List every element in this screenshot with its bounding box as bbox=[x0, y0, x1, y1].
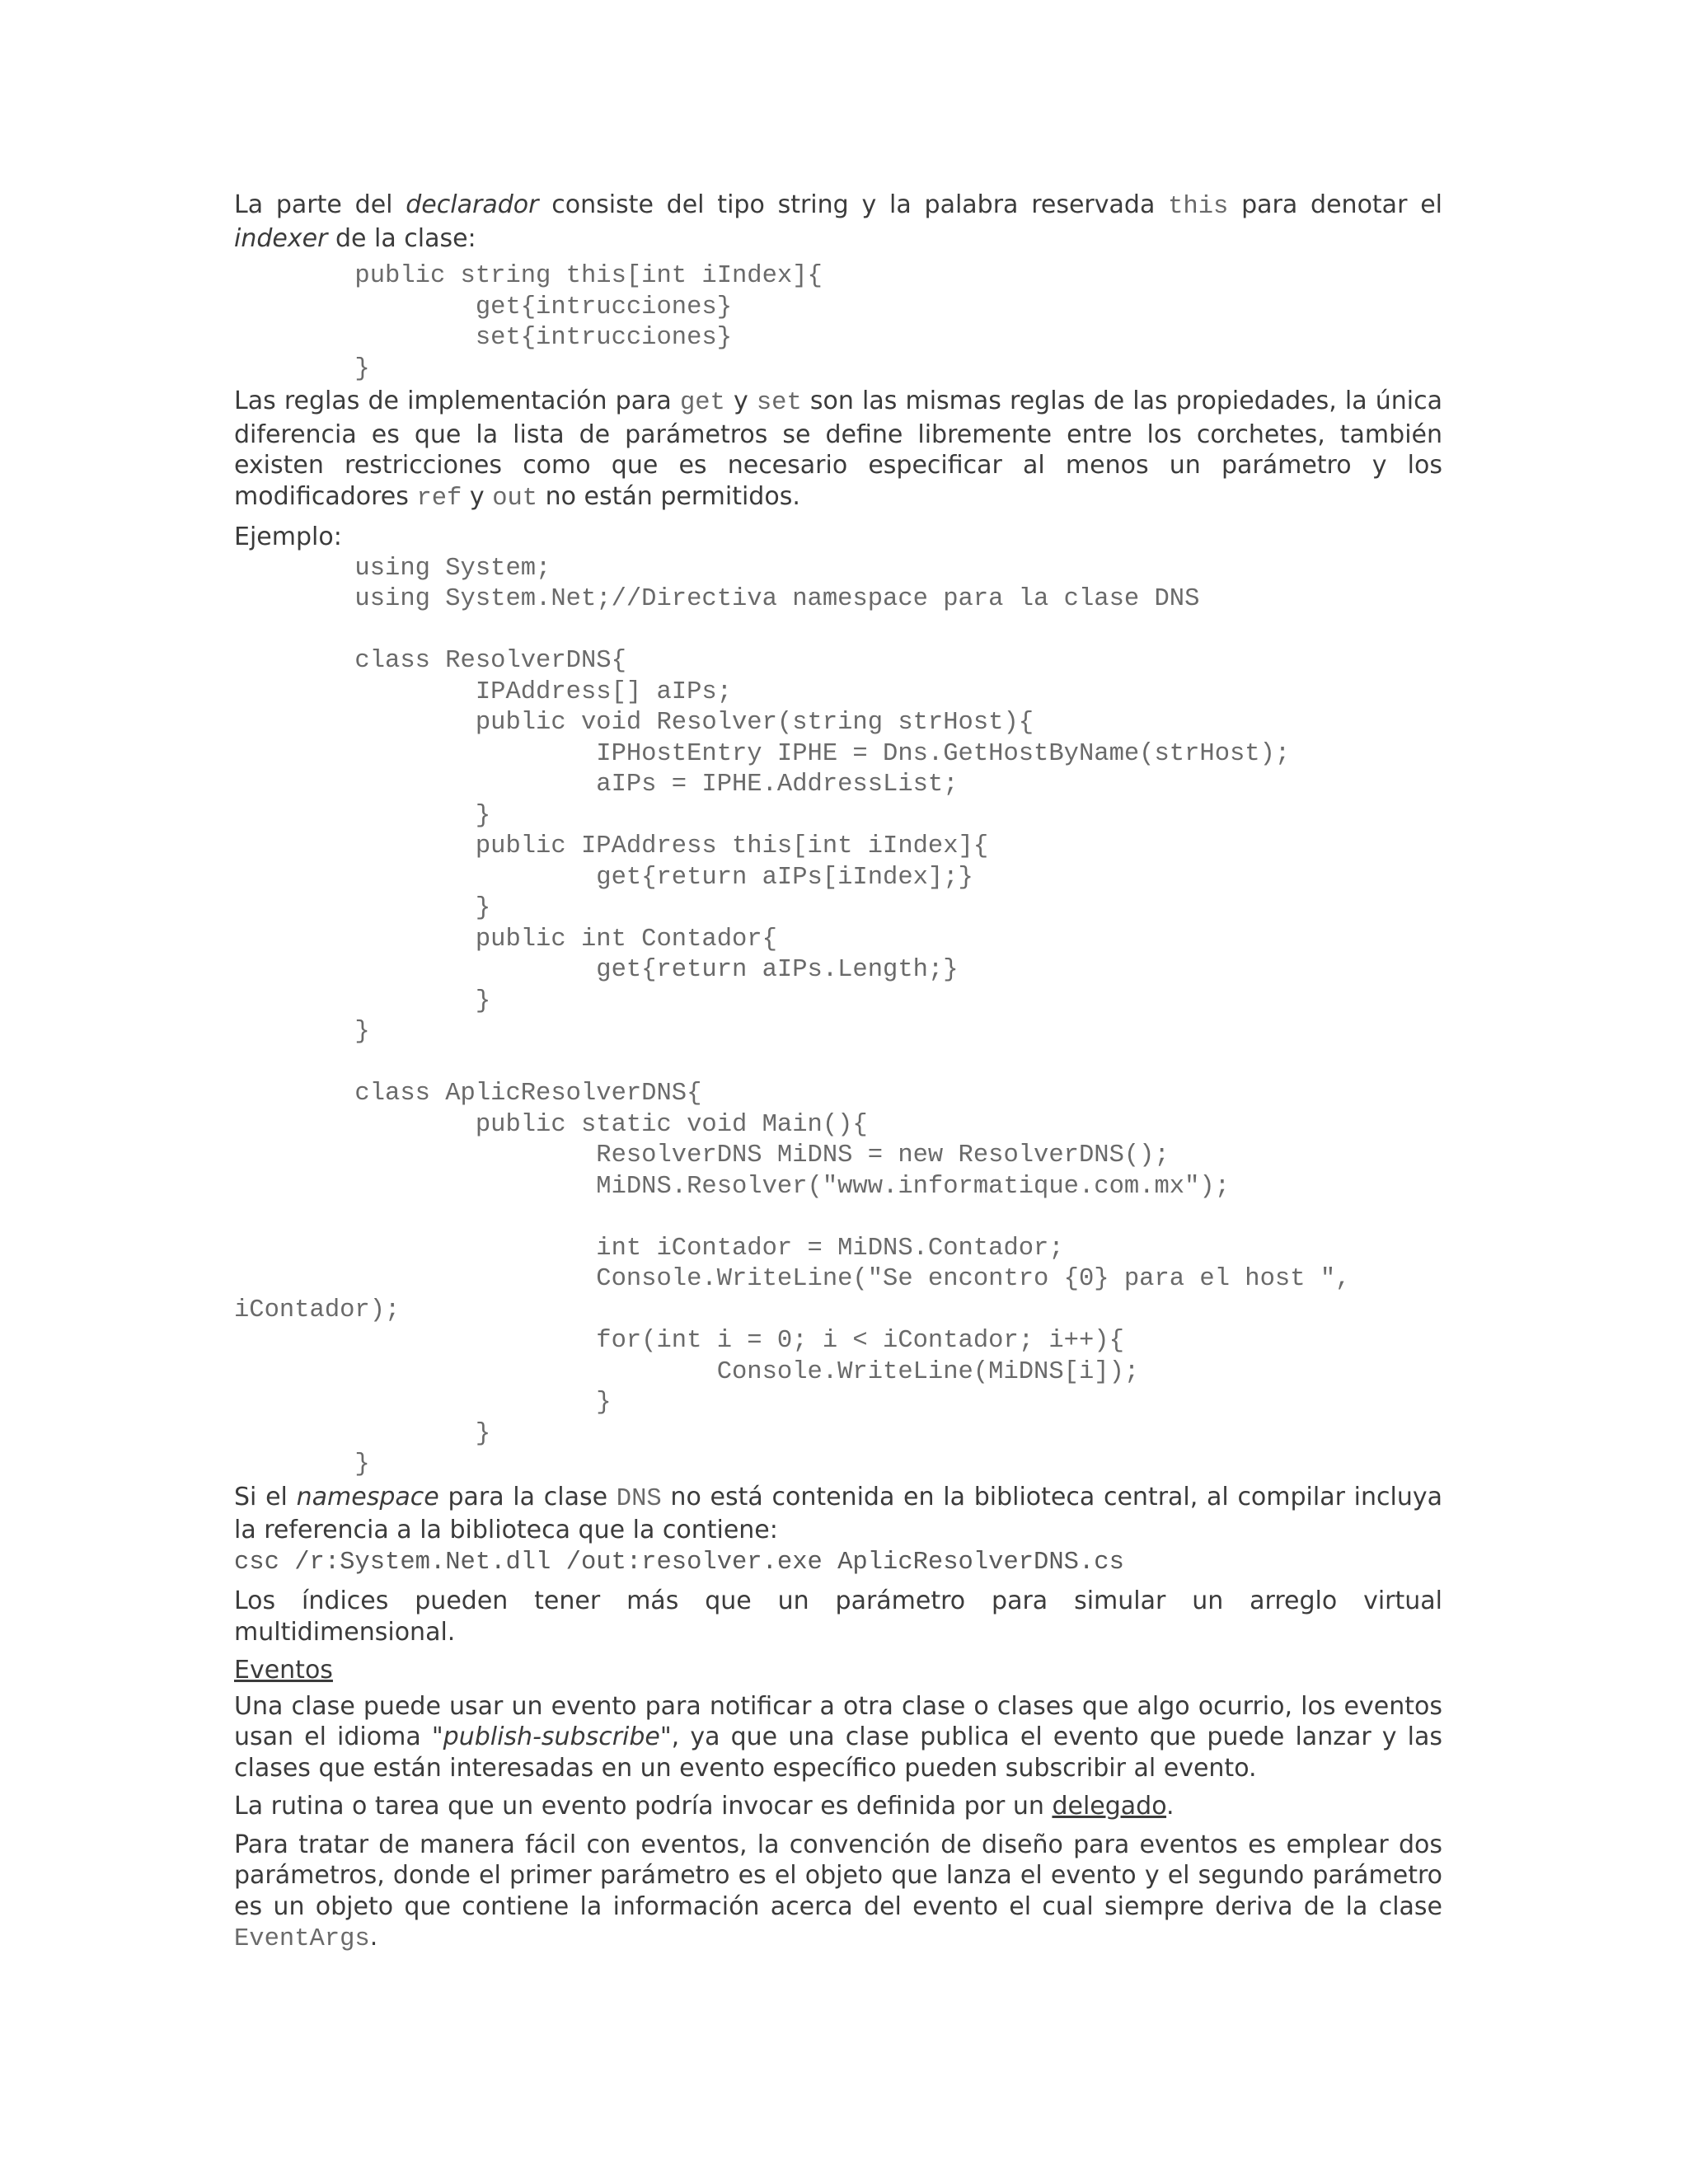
text-run: Para tratar de manera fácil con eventos, la convención de diseño para eventos es emplear dos parámetros, donde el primer parámetro es el objeto que lanza el evento y el segundo parámetro es un objeto que contiene la información acerca del evento el cual siempre deriva de la clase bbox=[234, 1830, 1442, 1921]
paragraph-indices: Los índices pueden tener más que un parámetro para simular un arreglo virtual multidimensional. bbox=[234, 1586, 1442, 1647]
text-run: no están permitidos. bbox=[537, 481, 800, 511]
text-run: de la clase: bbox=[327, 223, 476, 253]
italic-term: indexer bbox=[234, 223, 328, 253]
italic-term: namespace bbox=[296, 1482, 439, 1511]
text-run: consiste del tipo string y la palabra reservada bbox=[538, 190, 1169, 219]
text-run: y bbox=[462, 481, 493, 511]
text-run: son las mismas reglas de las propiedades, la única diferencia es que la lista de parámetros se define libremente entre los corchetes, también existen restricciones como que es necesario especificar al menos un parámetro y los modificadores bbox=[234, 387, 1442, 511]
ejemplo-label: Ejemplo: bbox=[234, 523, 342, 551]
inline-code: get bbox=[679, 389, 725, 417]
paragraph-delegado bbox=[234, 1791, 1442, 1822]
page-content bbox=[234, 190, 1442, 1963]
underlined-term: delegado bbox=[1052, 1792, 1167, 1821]
text-run: Una clase puede usar un evento para notificar a otra clase o clases que algo ocurrio, los eventos usan el idioma " bbox=[234, 1691, 1442, 1751]
text-run: . bbox=[1166, 1792, 1175, 1821]
text-run: La rutina o tarea que un evento podría invocar es definida por un bbox=[234, 1792, 1053, 1821]
text-run: no está contenida en la biblioteca central, al compilar incluya la referencia a la biblioteca que la contiene: bbox=[234, 1482, 1442, 1544]
text-run: para denotar el bbox=[1228, 190, 1442, 219]
paragraph-convencion bbox=[234, 1830, 1442, 1956]
italic-term: declarador bbox=[406, 190, 539, 219]
inline-code: DNS bbox=[616, 1484, 662, 1513]
compile-command: csc /r:System.Net.dll /out:resolver.exe AplicResolverDNS.cs bbox=[234, 1548, 1124, 1577]
paragraph-declarador bbox=[234, 190, 1442, 254]
inline-code: set bbox=[756, 389, 802, 417]
paragraph-namespace bbox=[234, 1482, 1442, 1546]
text-run: y bbox=[724, 387, 757, 415]
text-run: ", ya que una clase publica el evento que puede lanzar y las clases que están interesadas en un evento específico pueden subscribir al evento. bbox=[234, 1722, 1442, 1783]
inline-code: this bbox=[1168, 193, 1229, 221]
paragraph-eventos bbox=[234, 1691, 1442, 1784]
text-run: . bbox=[369, 1923, 378, 1952]
inline-code: ref bbox=[416, 484, 462, 513]
text-run: Las reglas de implementación para bbox=[234, 387, 680, 415]
code-block-example: using System; using System.Net;//Directiva namespace para la clase DNS class ResolverDNS{ IPAddress[] aIPs; public void Resolver(string strHost){ IPHostEntry IPHE = Dns.GetHostByName(strHost); aIPs = IPHE.AddressList; } public IPAddress this[int iIndex]{ get{return aIPs[iIndex];} } public int Contador{ get{return aIPs.Length;} } } class AplicResolverDNS{ public static void Main(){ ResolverDNS MiDNS = new ResolverDNS(); MiDNS.Resolver("www.informatique.com.mx"); int iContador = MiDNS.Contador; Console.WriteLine("Se encontro {0} para el host ", iContador); for(int i = 0; i < iContador; i++){ Console.WriteLine(MiDNS[i]); } } } bbox=[234, 554, 1351, 1479]
paragraph-reglas bbox=[234, 386, 1442, 514]
italic-term: publish-subscribe bbox=[443, 1722, 660, 1751]
section-heading-eventos: Eventos bbox=[234, 1656, 333, 1685]
text-run: La parte del bbox=[234, 190, 406, 219]
code-block-indexer: public string this[int iIndex]{ get{intrucciones} set{intrucciones} } bbox=[354, 262, 823, 383]
text-run: para la clase bbox=[438, 1482, 617, 1511]
inline-code: out bbox=[492, 484, 538, 513]
inline-code: EventArgs bbox=[234, 1925, 370, 1953]
text-run: Si el bbox=[234, 1482, 297, 1511]
